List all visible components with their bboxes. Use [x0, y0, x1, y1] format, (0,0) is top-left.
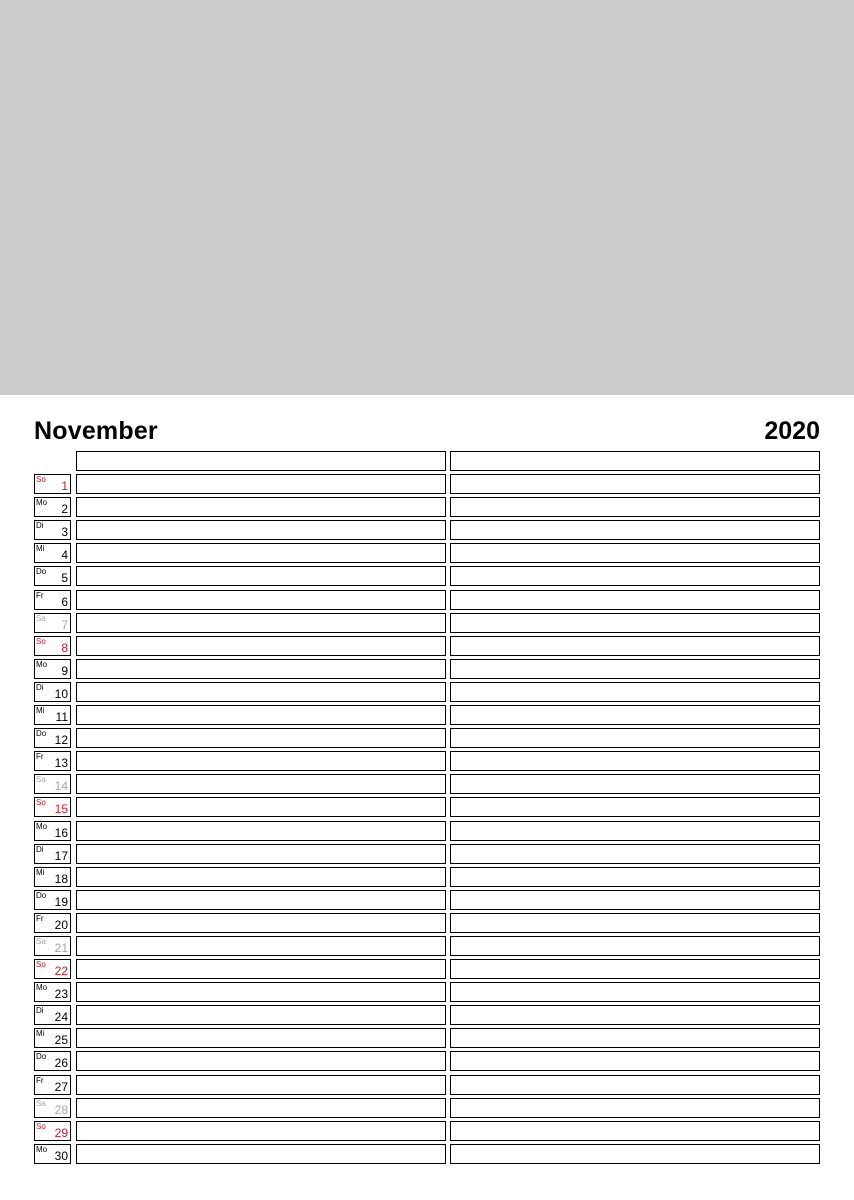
weekday-label: Mo [36, 983, 48, 993]
day-row [34, 821, 820, 841]
entry-field-right[interactable] [450, 1144, 820, 1164]
weekday-label: Mi [36, 867, 45, 877]
day-row [34, 844, 820, 864]
day-row [34, 890, 820, 910]
day-row [34, 1098, 820, 1118]
entry-field-left[interactable] [76, 566, 446, 586]
entry-field-right[interactable] [450, 1028, 820, 1048]
weekday-label: Sa [36, 1098, 46, 1108]
day-number: 1 [61, 479, 68, 494]
entry-field-right[interactable] [450, 497, 820, 517]
entry-field-right[interactable] [450, 543, 820, 563]
weekday-label: Mo [36, 659, 48, 669]
day-cell [34, 728, 71, 748]
photo-placeholder [0, 0, 854, 395]
day-number: 26 [54, 1056, 68, 1071]
entry-field-left[interactable] [76, 1144, 446, 1164]
weekday-label: Fr [36, 1075, 44, 1085]
entry-field-left[interactable] [76, 1098, 446, 1118]
day-cell [34, 659, 71, 679]
entry-field-right[interactable] [450, 890, 820, 910]
weekday-label: Mi [36, 706, 45, 716]
entry-field-left[interactable] [76, 1028, 446, 1048]
entry-field-left[interactable] [76, 613, 446, 633]
entry-field-right[interactable] [450, 705, 820, 725]
entry-field-right[interactable] [450, 913, 820, 933]
calendar-header [34, 417, 820, 447]
entry-field-right[interactable] [450, 1098, 820, 1118]
day-row [34, 1144, 820, 1164]
entry-field-left[interactable] [76, 636, 446, 656]
day-row [34, 682, 820, 702]
entry-field-left[interactable] [76, 959, 446, 979]
day-cell [34, 1144, 71, 1164]
weekday-label: So [36, 475, 46, 485]
day-number: 8 [61, 640, 68, 655]
day-row [34, 867, 820, 887]
entry-field-left[interactable] [76, 913, 446, 933]
weekday-label: So [36, 960, 46, 970]
header-row [34, 451, 820, 471]
day-row [34, 751, 820, 771]
day-number: 16 [54, 825, 68, 840]
entry-field-right[interactable] [450, 821, 820, 841]
day-row [34, 705, 820, 725]
entry-field-right[interactable] [450, 636, 820, 656]
weekday-label: Do [36, 1052, 47, 1062]
day-number: 14 [54, 779, 68, 794]
weekday-label: Mi [36, 1029, 45, 1039]
day-cell [34, 774, 71, 794]
weekday-label: Fr [36, 913, 44, 923]
day-cell [34, 1051, 71, 1071]
day-number: 24 [54, 1010, 68, 1025]
entry-field-right[interactable] [450, 1005, 820, 1025]
weekday-label: Do [36, 729, 47, 739]
weekday-label: Mi [36, 544, 45, 554]
day-number: 25 [54, 1033, 68, 1048]
day-number: 6 [61, 594, 68, 609]
day-number: 23 [54, 987, 68, 1002]
entry-field-left[interactable] [76, 705, 446, 725]
month-title: November [34, 417, 158, 445]
day-row [34, 566, 820, 586]
day-row [34, 520, 820, 540]
entry-field-right[interactable] [450, 982, 820, 1002]
entry-field-left[interactable] [76, 543, 446, 563]
entry-field-left[interactable] [76, 821, 446, 841]
day-number: 27 [54, 1079, 68, 1094]
entry-field-right[interactable] [450, 659, 820, 679]
entry-field-right[interactable] [450, 682, 820, 702]
day-row [34, 982, 820, 1002]
entry-field-left[interactable] [76, 982, 446, 1002]
day-cell [34, 751, 71, 771]
day-number: 21 [54, 940, 68, 955]
day-row [34, 1075, 820, 1095]
day-row [34, 913, 820, 933]
entry-field-right[interactable] [450, 566, 820, 586]
entry-field-right[interactable] [450, 613, 820, 633]
day-cell [34, 1028, 71, 1048]
entry-field-left[interactable] [76, 1121, 446, 1141]
weekday-label: Do [36, 890, 47, 900]
day-number: 10 [54, 686, 68, 701]
weekday-label: So [36, 636, 46, 646]
day-row [34, 497, 820, 517]
day-cell [34, 1005, 71, 1025]
entry-field-right[interactable] [450, 520, 820, 540]
column-header-left[interactable] [76, 451, 446, 471]
entry-field-right[interactable] [450, 1075, 820, 1095]
day-cell [34, 566, 71, 586]
day-number: 19 [54, 894, 68, 909]
day-cell [34, 636, 71, 656]
entry-field-right[interactable] [450, 1051, 820, 1071]
entry-field-right[interactable] [450, 1121, 820, 1141]
year-title: 2020 [764, 417, 820, 445]
day-number: 22 [54, 964, 68, 979]
day-number: 2 [61, 502, 68, 517]
weekday-label: Fr [36, 752, 44, 762]
day-cell [34, 936, 71, 956]
entry-field-right[interactable] [450, 774, 820, 794]
day-row [34, 1051, 820, 1071]
day-cell [34, 890, 71, 910]
day-cell [34, 543, 71, 563]
day-row [34, 774, 820, 794]
day-number: 30 [54, 1148, 68, 1163]
day-number: 13 [54, 756, 68, 771]
day-row [34, 959, 820, 979]
entry-field-right[interactable] [450, 728, 820, 748]
day-cell [34, 474, 71, 494]
entry-field-left[interactable] [76, 659, 446, 679]
weekday-label: Mo [36, 1144, 48, 1154]
day-cell [34, 705, 71, 725]
day-number: 15 [54, 802, 68, 817]
entry-field-right[interactable] [450, 474, 820, 494]
entry-field-left[interactable] [76, 728, 446, 748]
day-cell [34, 497, 71, 517]
day-cell [34, 613, 71, 633]
day-number: 12 [54, 733, 68, 748]
day-row [34, 659, 820, 679]
day-cell [34, 982, 71, 1002]
day-number: 11 [55, 710, 68, 725]
day-row [34, 936, 820, 956]
calendar-grid [34, 451, 820, 1167]
entry-field-left[interactable] [76, 1075, 446, 1095]
entry-field-left[interactable] [76, 590, 446, 610]
entry-field-left[interactable] [76, 751, 446, 771]
day-row [34, 613, 820, 633]
day-number: 28 [54, 1102, 68, 1117]
day-number: 18 [54, 871, 68, 886]
day-number: 17 [54, 848, 68, 863]
day-number: 3 [61, 525, 68, 540]
day-cell [34, 590, 71, 610]
day-number: 29 [54, 1125, 68, 1140]
day-number: 20 [54, 917, 68, 932]
day-number: 5 [61, 571, 68, 586]
day-number: 9 [61, 663, 68, 678]
weekday-label: So [36, 1121, 46, 1131]
day-row [34, 543, 820, 563]
day-row [34, 1005, 820, 1025]
weekday-label: Di [36, 1006, 44, 1016]
entry-field-left[interactable] [76, 890, 446, 910]
day-cell [34, 520, 71, 540]
day-row [34, 728, 820, 748]
weekday-label: So [36, 798, 46, 808]
day-cell [34, 959, 71, 979]
weekday-label: Di [36, 682, 44, 692]
column-header-right[interactable] [450, 451, 820, 471]
weekday-label: Mo [36, 498, 48, 508]
day-cell [34, 682, 71, 702]
entry-field-right[interactable] [450, 590, 820, 610]
weekday-label: Mo [36, 821, 48, 831]
day-cell [34, 844, 71, 864]
entry-field-left[interactable] [76, 867, 446, 887]
day-row [34, 1121, 820, 1141]
weekday-label: Di [36, 844, 44, 854]
entry-field-right[interactable] [450, 959, 820, 979]
entry-field-right[interactable] [450, 936, 820, 956]
day-cell [34, 821, 71, 841]
day-cell [34, 1121, 71, 1141]
day-row [34, 797, 820, 817]
entry-field-left[interactable] [76, 936, 446, 956]
entry-field-left[interactable] [76, 474, 446, 494]
weekday-label: Sa [36, 775, 46, 785]
entry-field-right[interactable] [450, 867, 820, 887]
weekday-label: Sa [36, 936, 46, 946]
entry-field-left[interactable] [76, 1005, 446, 1025]
entry-field-left[interactable] [76, 844, 446, 864]
weekday-label: Sa [36, 613, 46, 623]
weekday-label: Do [36, 567, 47, 577]
weekday-label: Fr [36, 590, 44, 600]
day-row [34, 590, 820, 610]
day-number: 7 [61, 617, 68, 632]
day-cell [34, 867, 71, 887]
entry-field-left[interactable] [76, 797, 446, 817]
day-row [34, 636, 820, 656]
entry-field-left[interactable] [76, 520, 446, 540]
day-number: 4 [61, 548, 68, 563]
entry-field-left[interactable] [76, 774, 446, 794]
weekday-label: Di [36, 521, 44, 531]
day-cell [34, 913, 71, 933]
day-row [34, 1028, 820, 1048]
entry-field-right[interactable] [450, 751, 820, 771]
entry-field-right[interactable] [450, 844, 820, 864]
day-cell [34, 1075, 71, 1095]
day-row [34, 474, 820, 494]
entry-field-left[interactable] [76, 1051, 446, 1071]
day-cell [34, 1098, 71, 1118]
day-cell [34, 797, 71, 817]
entry-field-left[interactable] [76, 682, 446, 702]
entry-field-left[interactable] [76, 497, 446, 517]
entry-field-right[interactable] [450, 797, 820, 817]
